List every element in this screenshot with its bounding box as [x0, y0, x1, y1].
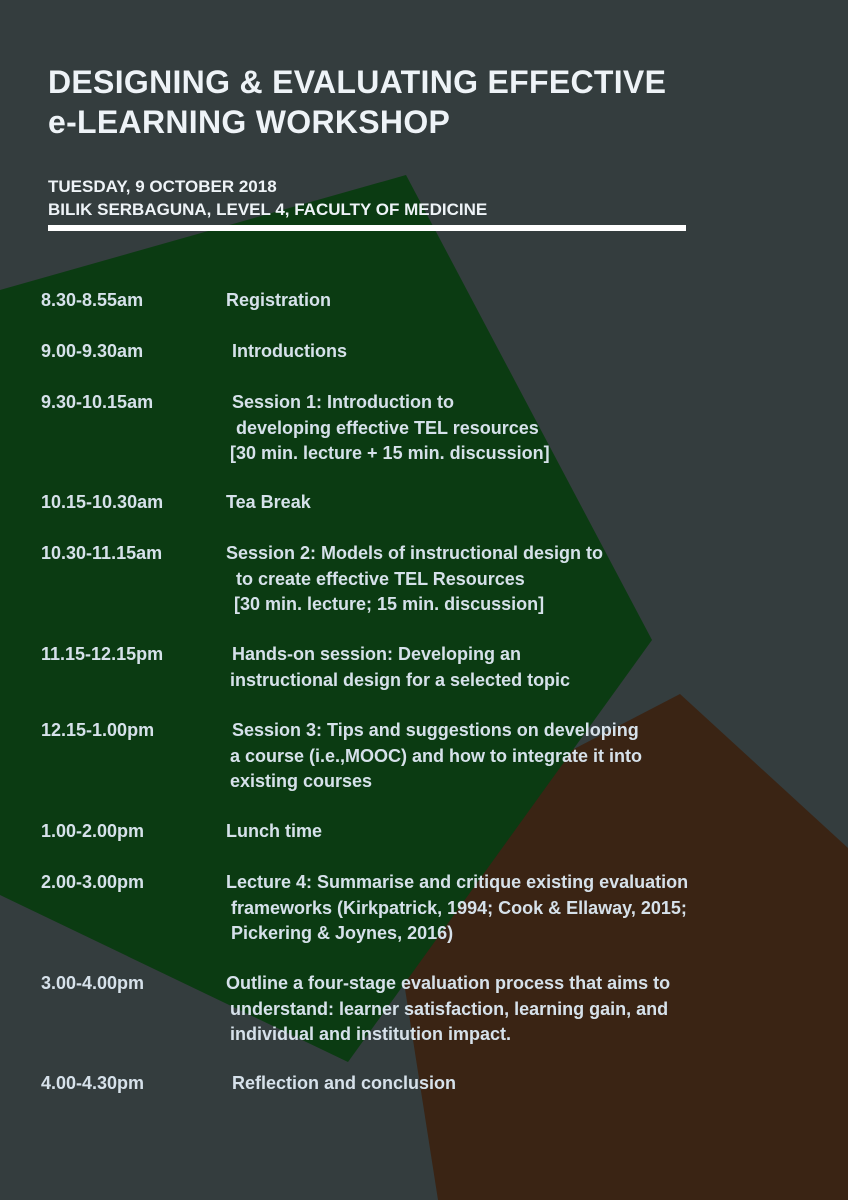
session-description	[0, 819, 322, 845]
session-description	[0, 971, 670, 1048]
title-line-1: DESIGNING & EVALUATING EFFECTIVE	[48, 64, 667, 100]
session-line: instructional design for a selected topic	[230, 669, 571, 690]
session-line: [30 min. lecture; 15 min. discussion]	[234, 594, 545, 614]
header-divider	[48, 225, 686, 231]
session-line: frameworks (Kirkpatrick, 1994; Cook & Ellaway, 2015;	[231, 897, 687, 918]
session-line: Lecture 4: Summarise and critique existing evaluation	[226, 872, 689, 892]
session-description	[0, 718, 642, 795]
session-line: Session 3: Tips and suggestions on developing	[232, 720, 639, 740]
session-time: 9.00-9.30am	[41, 341, 144, 361]
session-time: 8.30-8.55am	[41, 290, 144, 310]
session-line: Registration	[226, 290, 332, 310]
session-time: 2.00-3.00pm	[41, 872, 145, 892]
session-line: Pickering & Joynes, 2016)	[231, 923, 454, 943]
session-description	[0, 390, 550, 467]
session-line: Hands-on session: Developing an	[232, 644, 522, 664]
session-line: Reflection and conclusion	[232, 1073, 457, 1093]
session-time: 10.15-10.30am	[41, 492, 164, 512]
session-line: existing courses	[230, 771, 373, 791]
session-description	[0, 1071, 456, 1097]
session-description	[0, 541, 603, 618]
session-line: understand: learner satisfaction, learning gain, and	[230, 998, 669, 1019]
session-time: 11.15-12.15pm	[41, 644, 164, 664]
session-line: Session 1: Introduction to	[232, 392, 455, 412]
session-description	[0, 490, 311, 516]
event-meta	[48, 175, 487, 221]
session-description	[0, 870, 688, 947]
session-description	[0, 642, 570, 693]
session-time: 9.30-10.15am	[41, 392, 154, 412]
session-line: Introductions	[232, 341, 347, 361]
session-line: Tea Break	[226, 492, 311, 512]
session-description	[0, 288, 331, 314]
session-line: [30 min. lecture + 15 min. discussion]	[230, 443, 550, 463]
event-venue: BILIK SERBAGUNA, LEVEL 4, FACULTY OF MEDICINE	[48, 200, 488, 219]
session-time: 10.30-11.15am	[41, 543, 163, 563]
session-time: 3.00-4.00pm	[41, 973, 145, 993]
workshop-title	[48, 62, 666, 142]
session-line: individual and institution impact.	[230, 1024, 512, 1044]
session-line: Outline a four-stage evaluation process that aims to	[226, 973, 671, 993]
session-description	[0, 339, 347, 365]
session-line: to create effective TEL Resources	[236, 568, 525, 589]
session-time: 12.15-1.00pm	[41, 720, 155, 740]
session-line: Lunch time	[226, 821, 323, 841]
session-line: a course (i.e.,MOOC) and how to integrate it into	[230, 745, 643, 766]
session-line: Session 2: Models of instructional design to	[226, 543, 604, 563]
event-date: TUESDAY, 9 OCTOBER 2018	[48, 177, 277, 196]
session-time: 4.00-4.30pm	[41, 1073, 145, 1093]
title-line-2: e-LEARNING WORKSHOP	[48, 104, 451, 140]
session-line: developing effective TEL resources	[236, 417, 539, 438]
session-time: 1.00-2.00pm	[41, 821, 145, 841]
